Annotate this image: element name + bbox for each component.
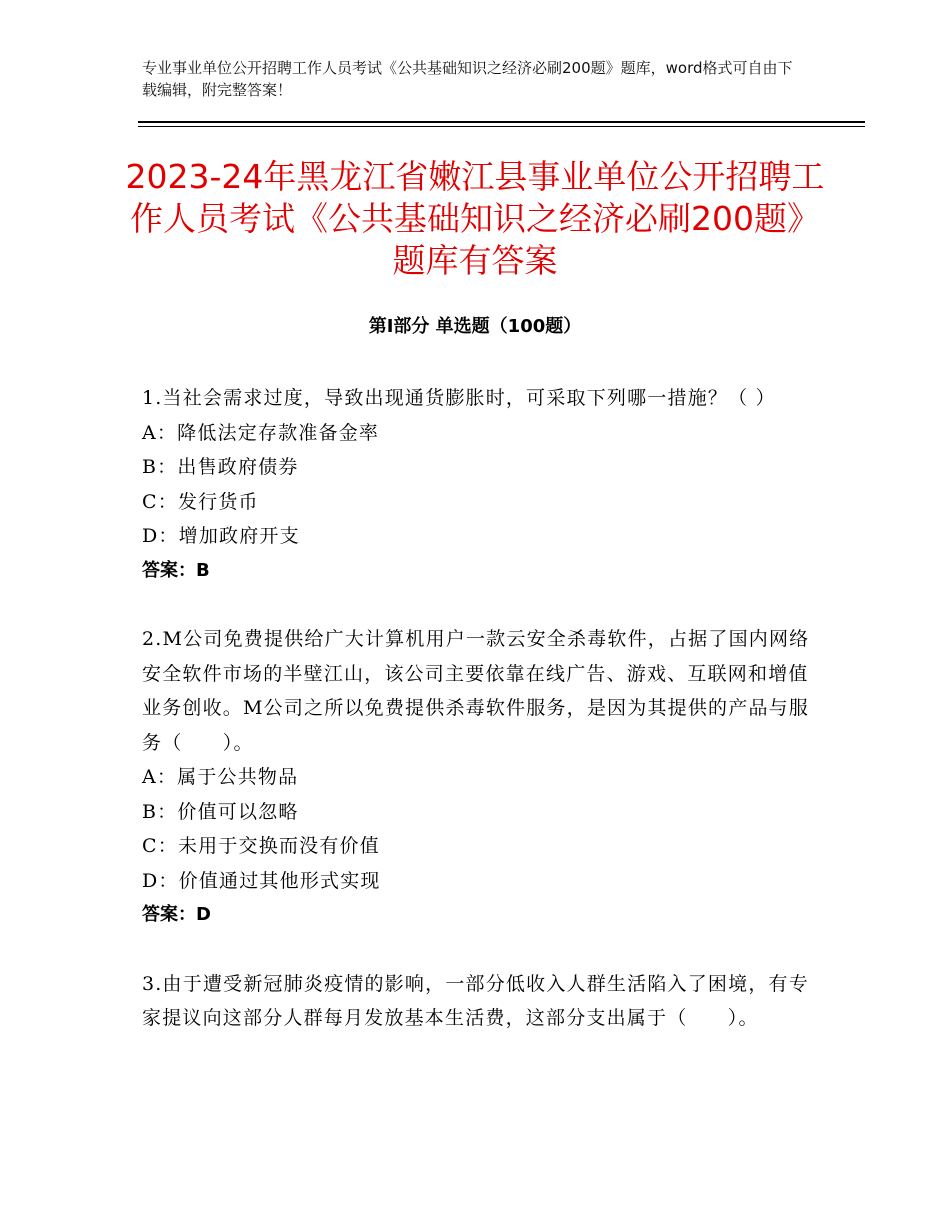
- option-c: C：发行货币: [142, 490, 259, 513]
- option-b: B：价值可以忽略: [142, 800, 299, 823]
- question-3: [142, 967, 810, 1036]
- question-2: [142, 622, 810, 933]
- document-title: 2023-24年黑龙江省嫩江县事业单位公开招聘工作人员考试《公共基础知识之经济必刷200题》题库有答案: [125, 157, 825, 280]
- question-stem: 2.M公司免费提供给广大计算机用户一款云安全杀毒软件，占据了国内网络安全软件市场的半壁江山，该公司主要依靠在线广告、游戏、互联网和增值业务创收。M公司之所以免费提供杀毒软件服务，是因为其提供的产品与服务（ ）。: [142, 628, 810, 754]
- option-d: D：价值通过其他形式实现: [142, 869, 381, 892]
- option-a: A：属于公共物品: [142, 766, 299, 788]
- answer-line: 答案：B: [142, 559, 210, 581]
- header-divider-thin: [138, 126, 865, 127]
- option-a: A：降低法定存款准备金率: [142, 421, 380, 444]
- question-stem: 1.当社会需求过度，导致出现通货膨胀时，可采取下列哪一措施？（ ）: [142, 387, 776, 409]
- option-c: C：未用于交换而没有价值: [142, 835, 380, 857]
- document-header: 专业事业单位公开招聘工作人员考试《公共基础知识之经济必刷200题》题库，word格式可自由下载编辑，附完整答案！: [142, 59, 793, 99]
- option-d: D：增加政府开支: [142, 525, 300, 547]
- option-b: B：出售政府债券: [142, 456, 299, 478]
- answer-line: 答案：D: [142, 904, 211, 925]
- question-1: [142, 381, 810, 588]
- question-list: [142, 381, 810, 1070]
- section-heading: 第I部分 单选题（100题）: [368, 316, 582, 337]
- question-stem: 3.由于遭受新冠肺炎疫情的影响，一部分低收入人群生活陷入了困境，有专家提议向这部分人群每月发放基本生活费，这部分支出属于（ ）。: [142, 972, 809, 1029]
- header-divider-thick: [138, 121, 865, 123]
